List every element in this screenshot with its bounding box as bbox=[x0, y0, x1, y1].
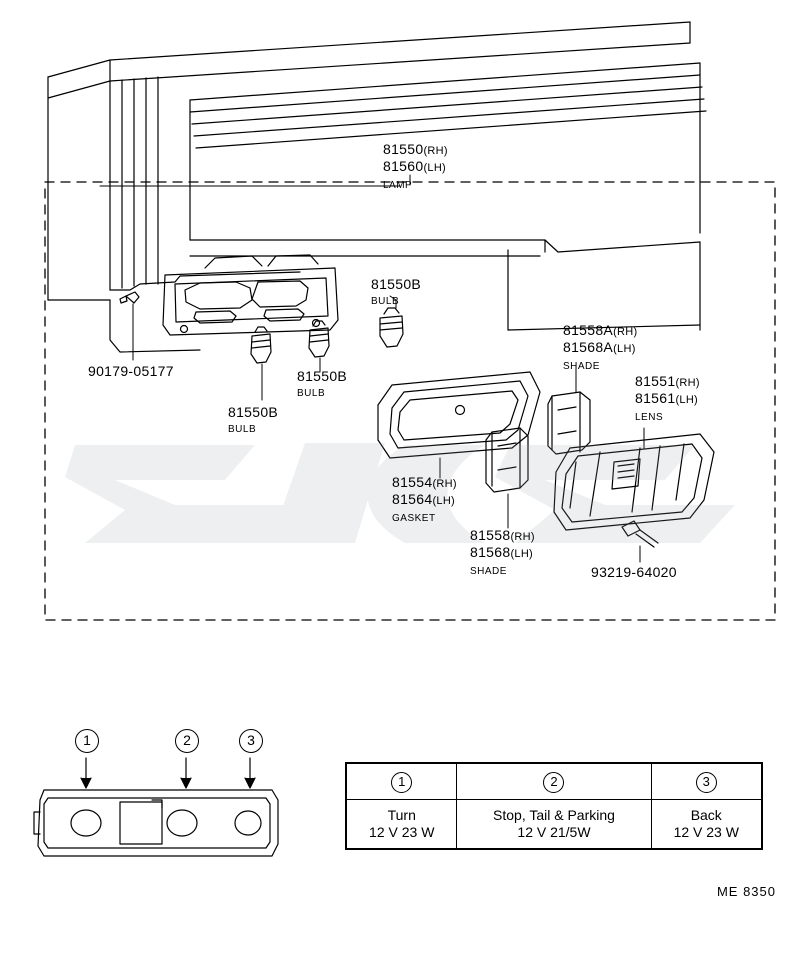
legend-name-1: Turn bbox=[387, 807, 416, 823]
legend-rating-3: 12 V 23 W bbox=[673, 824, 739, 840]
label-shade-lower: 81558(RH) 81568(LH) SHADE bbox=[470, 527, 535, 577]
legend-cell-3 bbox=[651, 800, 762, 850]
legend-circle-2: 2 bbox=[543, 772, 564, 793]
legend-circle-3: 3 bbox=[696, 772, 717, 793]
label-lens: 81551(RH) 81561(LH) LENS bbox=[635, 373, 700, 423]
legend-cell-2 bbox=[457, 800, 651, 850]
label-gasket: 81554(RH) 81564(LH) GASKET bbox=[392, 474, 457, 524]
table-row bbox=[346, 800, 762, 850]
label-shade-upper: 81558A(RH) 81568A(LH) SHADE bbox=[563, 322, 638, 372]
legend-circle-1: 1 bbox=[391, 772, 412, 793]
bulb-legend-table bbox=[345, 762, 763, 850]
legend-rating-1: 12 V 23 W bbox=[369, 824, 435, 840]
legend-rating-2: 12 V 21/5W bbox=[517, 824, 591, 840]
callout-3: 3 bbox=[239, 729, 263, 753]
label-bulb-mid: 81550B BULB bbox=[297, 368, 348, 399]
label-bulb-low: 81550B BULB bbox=[228, 404, 279, 435]
legend-header-3 bbox=[651, 763, 762, 800]
table-row bbox=[346, 763, 762, 800]
label-lamp-assembly: 81550(RH) 81560(LH) LAMP bbox=[383, 141, 448, 191]
legend-cell-1 bbox=[346, 800, 457, 850]
sheet-code: ME 8350 bbox=[716, 884, 776, 899]
legend-name-3: Back bbox=[690, 807, 722, 823]
label-screw-left: 90179-05177 bbox=[88, 363, 174, 379]
callout-1: 1 bbox=[75, 729, 99, 753]
callout-2: 2 bbox=[175, 729, 199, 753]
label-screw-right: 93219-64020 bbox=[591, 564, 677, 580]
legend-header-1 bbox=[346, 763, 457, 800]
legend-name-2: Stop, Tail & Parking bbox=[493, 807, 615, 823]
legend-header-2 bbox=[457, 763, 651, 800]
label-bulb-top: 81550B BULB bbox=[371, 276, 422, 307]
